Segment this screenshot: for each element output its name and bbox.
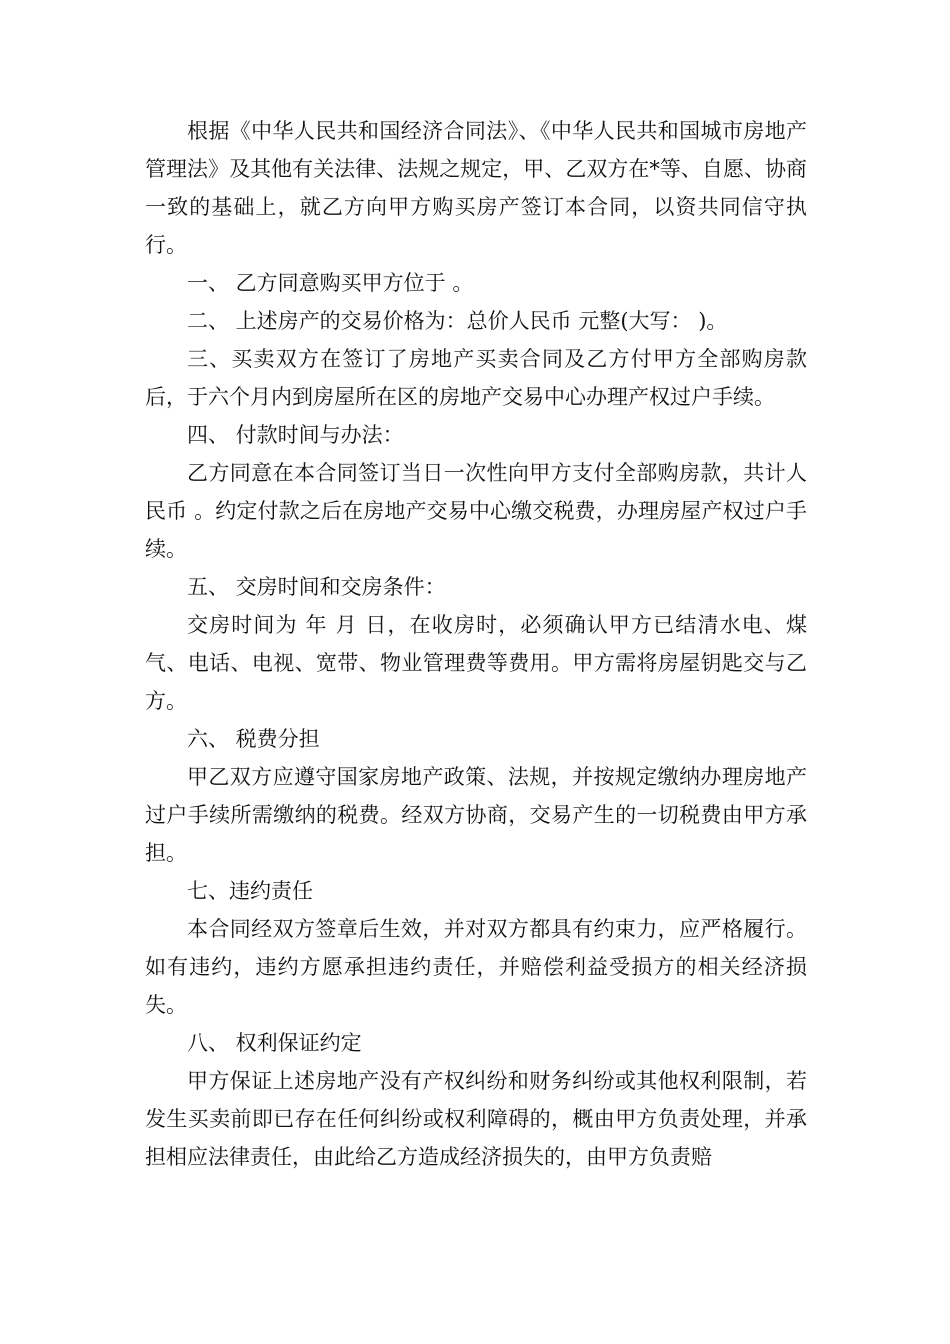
clause-6-heading: 六、 税费分担	[187, 727, 320, 751]
clause-7-body: 本合同经双方签章后生效，并对双方都具有约束力，应严格履行。如有违约，违约方愿承担违约责任，并赔偿利益受损方的相关经济损失。	[145, 917, 807, 1017]
clause-5-heading: 五、 交房时间和交房条件：	[187, 575, 446, 599]
clause-7-heading: 七、违约责任	[187, 879, 313, 903]
clause-4-heading: 四、 付款时间与办法：	[187, 423, 404, 447]
clause-3-paragraph: 三、买卖双方在签订了房地产买卖合同及乙方付甲方全部购房款后，于六个月内到房屋所在区的房地产交易中心办理产权过户手续。	[145, 347, 807, 409]
clause-6-body: 甲乙双方应遵守国家房地产政策、法规，并按规定缴纳办理房地产过户手续所需缴纳的税费。经双方协商，交易产生的一切税费由甲方承担。	[145, 765, 807, 865]
contract-body	[145, 112, 807, 1176]
clause-2-heading: 二、 上述房产的交易价格为：总价人民币 元整(大写： )。	[187, 309, 728, 333]
clause-1-heading: 一、 乙方同意购买甲方位于 。	[187, 271, 474, 295]
clause-5-body: 交房时间为 年 月 日，在收房时，必须确认甲方已结清水电、煤气、电话、电视、宽带、物业管理费等费用。甲方需将房屋钥匙交与乙方。	[145, 613, 807, 713]
clause-4-body: 乙方同意在本合同签订当日一次性向甲方支付全部购房款，共计人民币 。约定付款之后在房地产交易中心缴交税费，办理房屋产权过户手续。	[145, 461, 807, 561]
clause-8-heading: 八、 权利保证约定	[187, 1031, 362, 1055]
paragraph-preamble: 根据《中华人民共和国经济合同法》、《中华人民共和国城市房地产管理法》及其他有关法律、法规之规定，甲、乙双方在*等、自愿、协商一致的基础上，就乙方向甲方购买房产签订本合同，以资共同信守执行。	[145, 119, 807, 257]
clause-8-body: 甲方保证上述房地产没有产权纠纷和财务纠纷或其他权利限制，若发生买卖前即已存在任何纠纷或权利障碍的，概由甲方负责处理，并承担相应法律责任，由此给乙方造成经济损失的，由甲方负责赔	[145, 1069, 807, 1169]
